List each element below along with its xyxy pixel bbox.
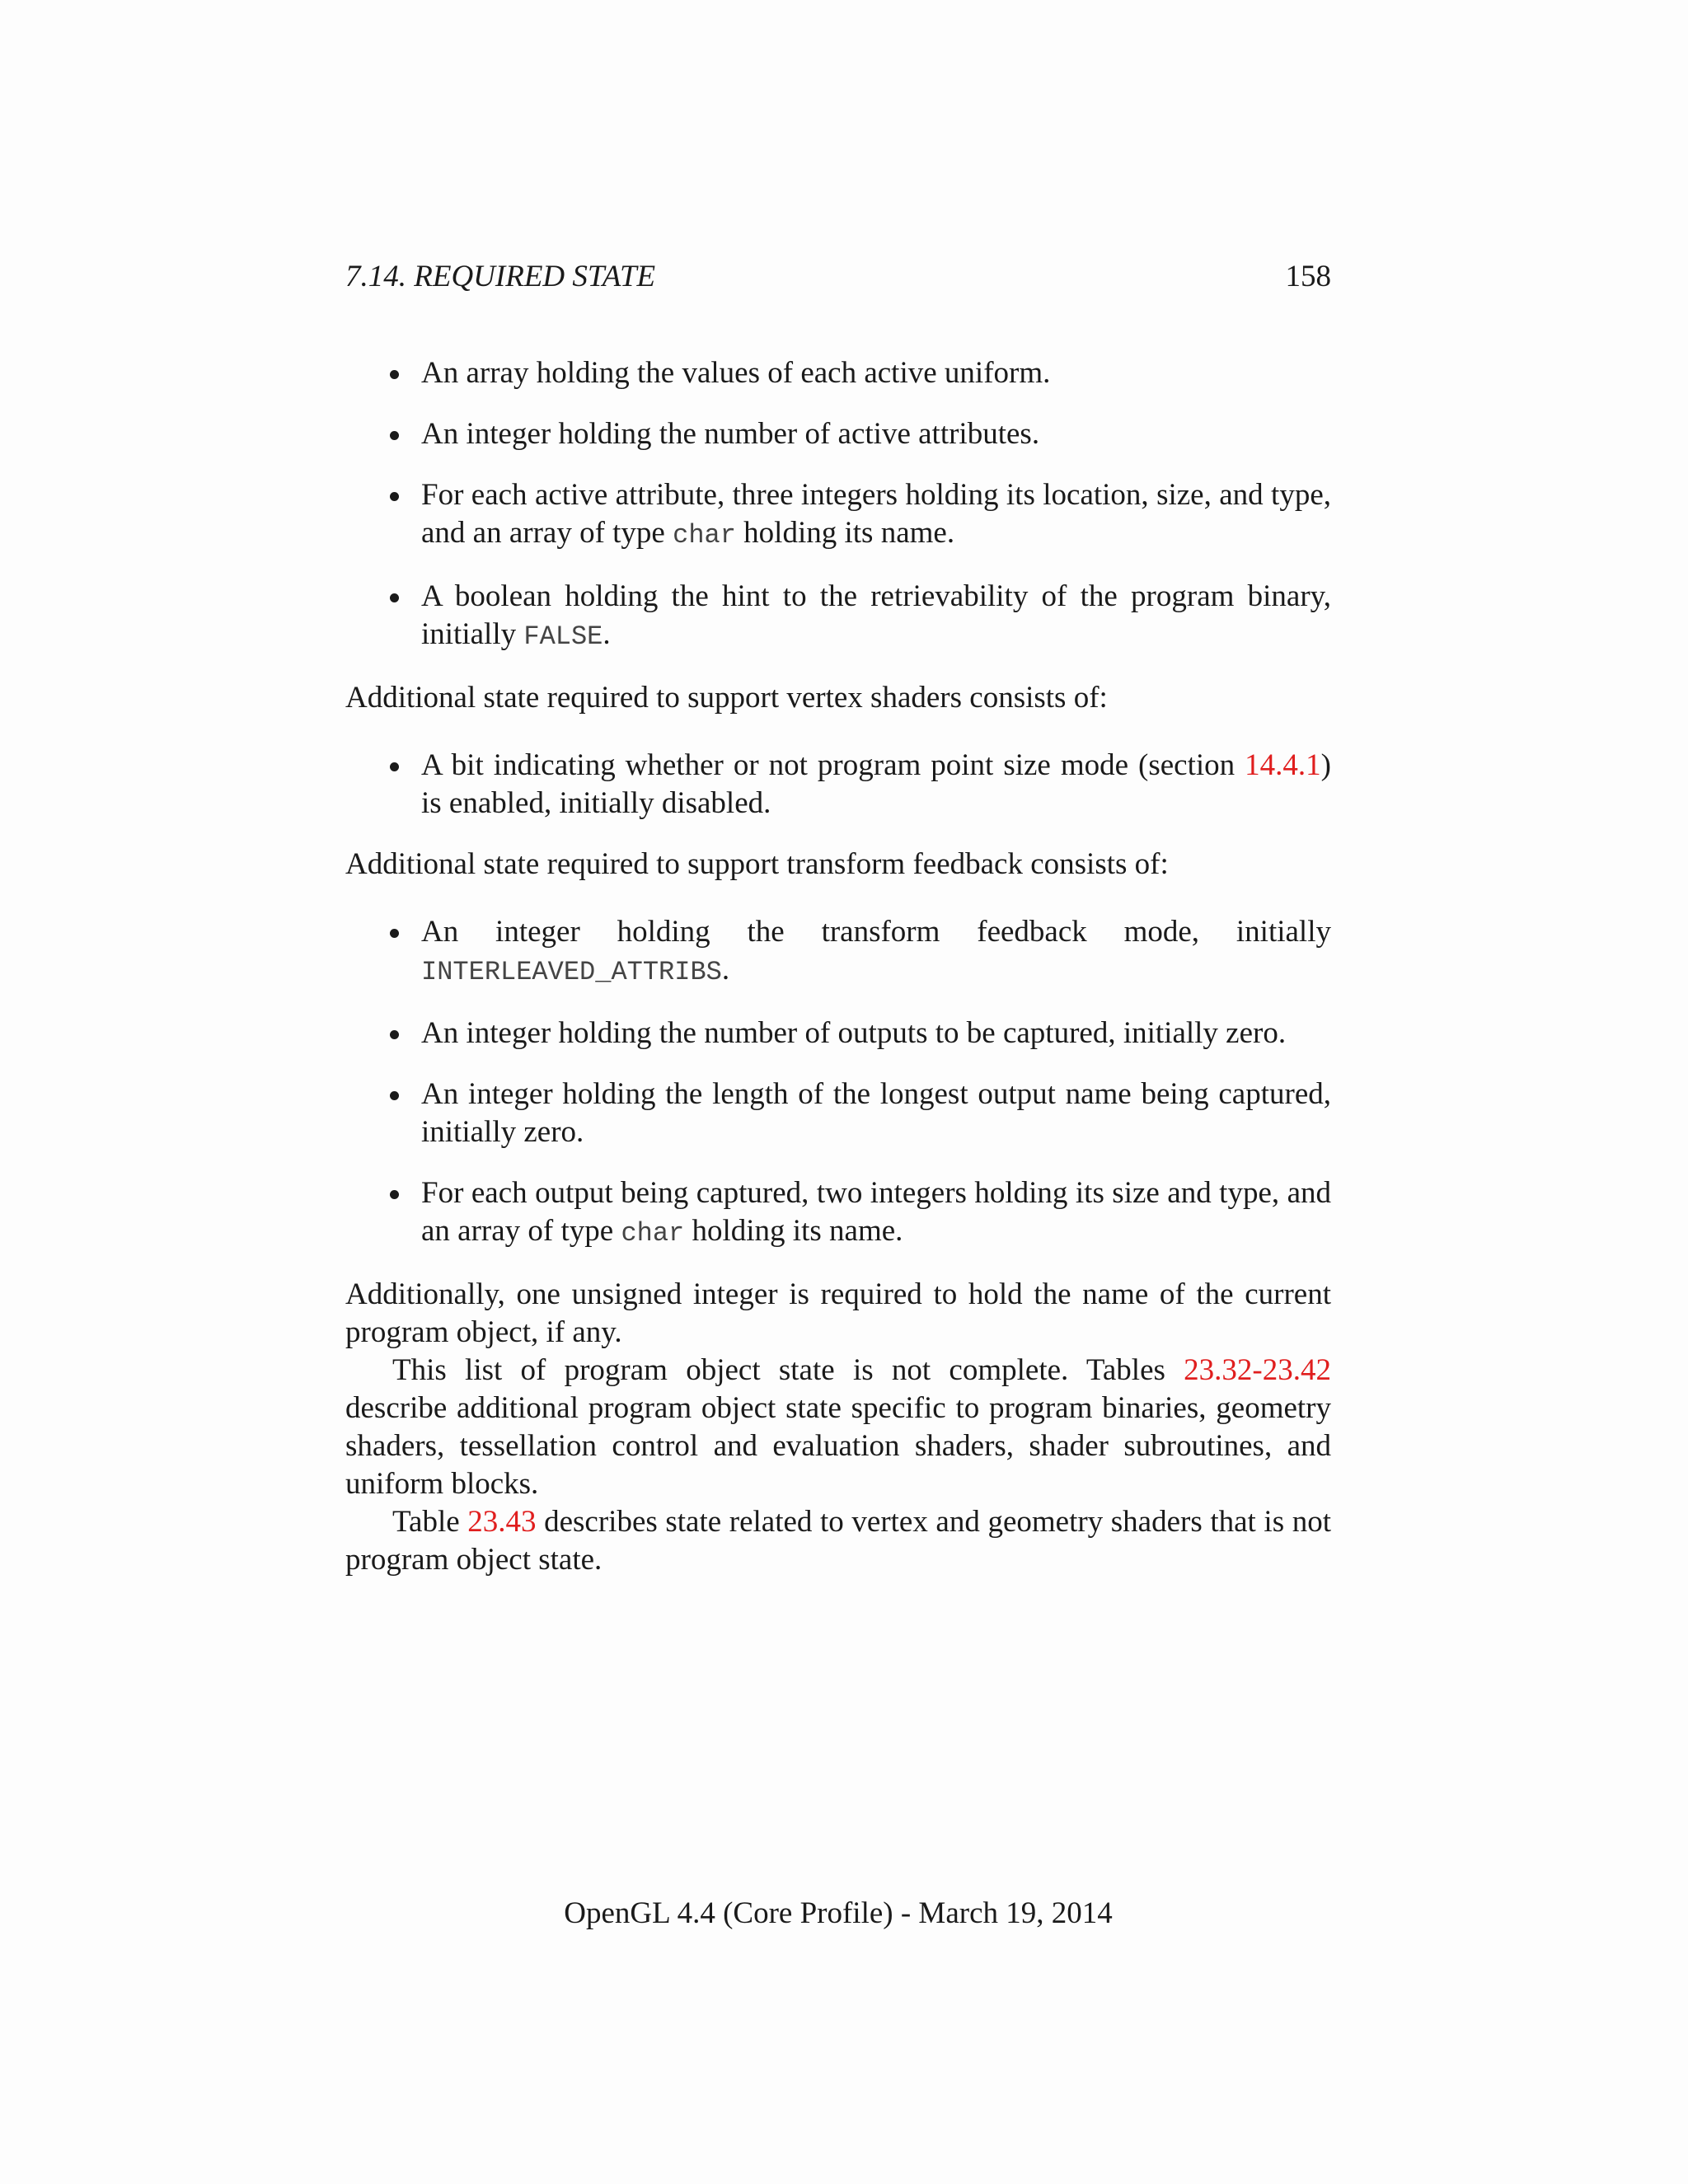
text-run: describe additional program object state specific to program binaries, geometry shaders, tessellation control and evaluation shaders, shader subroutines, and uniform blocks.: [345, 1391, 1331, 1501]
bullet-icon: [390, 593, 399, 602]
page-number: 158: [1285, 260, 1331, 293]
closing-paragraph-1: Additionally, one unsigned integer is required to hold the name of the current program object, if any.: [345, 1277, 1331, 1349]
list-item: [345, 354, 1331, 392]
text-run: Table: [392, 1505, 468, 1539]
closing-paragraph-2: [345, 1352, 1331, 1503]
list-item-text: [421, 747, 1331, 823]
text-run: A boolean holding the hint to the retrievability of the program binary, initially: [421, 579, 1331, 651]
text-run: For each active attribute, three integers holding its location, size, and type, and an array of type: [421, 478, 1331, 550]
text-run: For each output being captured, two integers holding its size and type, and an array of type: [421, 1176, 1331, 1248]
code-token: char: [673, 520, 736, 551]
section-link[interactable]: 14.4.1: [1245, 748, 1321, 782]
document-page: [345, 0, 1331, 2184]
list-item: [345, 747, 1331, 823]
text-run: ) is enabled, initially disabled.: [421, 748, 1331, 820]
list-item-text: An integer holding the number of active attributes.: [421, 417, 1040, 451]
table-link[interactable]: 23.43: [467, 1505, 537, 1539]
vertex-shader-lead: Additional state required to support vertex shaders consists of:: [345, 681, 1108, 715]
list-item: [345, 476, 1331, 555]
table-range-dash: -: [1252, 1353, 1263, 1387]
vertex-state-list: [345, 747, 1331, 823]
list-item: [345, 578, 1331, 656]
closing-paragraph-3: [345, 1503, 1331, 1579]
text-run: A bit indicating whether or not program point size mode (section: [421, 748, 1245, 782]
section-title: 7.14. REQUIRED STATE: [345, 260, 656, 293]
text-run: holding its name.: [735, 516, 955, 550]
code-token: FALSE: [523, 621, 603, 652]
text-run: An integer holding the transform feedback mode, initially: [421, 915, 1331, 949]
text-run: holding its name.: [684, 1214, 903, 1248]
bullet-icon: [390, 1030, 399, 1039]
program-state-list: [345, 354, 1331, 656]
table-link[interactable]: 23.32: [1184, 1353, 1253, 1387]
bullet-icon: [390, 1091, 399, 1100]
list-item: [345, 913, 1331, 991]
list-item: [345, 1174, 1331, 1253]
bullet-icon: [390, 929, 399, 938]
bullet-icon: [390, 370, 399, 379]
list-item: [345, 415, 1331, 453]
text-run: describes state related to vertex and geometry shaders that is not program object state.: [345, 1505, 1331, 1577]
list-item-text: [421, 578, 1331, 656]
page-body: [345, 354, 1331, 1579]
list-item: [345, 1015, 1331, 1052]
bullet-icon: [390, 762, 399, 771]
list-item-text: An array holding the values of each active uniform.: [421, 356, 1051, 390]
list-item-text: [421, 913, 1331, 991]
transform-feedback-lead: Additional state required to support transform feedback consists of:: [345, 847, 1169, 881]
bullet-icon: [390, 431, 399, 440]
transform-feedback-list: [345, 913, 1331, 1253]
bullet-icon: [390, 492, 399, 501]
bullet-icon: [390, 1190, 399, 1199]
page-footer: OpenGL 4.4 (Core Profile) - March 19, 2014: [564, 1896, 1113, 1930]
text-run: .: [603, 617, 611, 651]
list-item: [345, 1076, 1331, 1151]
table-link[interactable]: 23.42: [1262, 1353, 1331, 1387]
list-item-text: [421, 1174, 1331, 1253]
list-item-text: An integer holding the length of the longest output name being captured, initially zero.: [421, 1077, 1331, 1149]
code-token: INTERLEAVED_ATTRIBS: [421, 957, 722, 987]
code-token: char: [621, 1218, 685, 1249]
list-item-text: An integer holding the number of outputs to be captured, initially zero.: [421, 1016, 1287, 1050]
text-run: .: [721, 953, 730, 987]
list-item-text: [421, 476, 1331, 555]
text-run: This list of program object state is not complete. Tables: [392, 1353, 1184, 1387]
